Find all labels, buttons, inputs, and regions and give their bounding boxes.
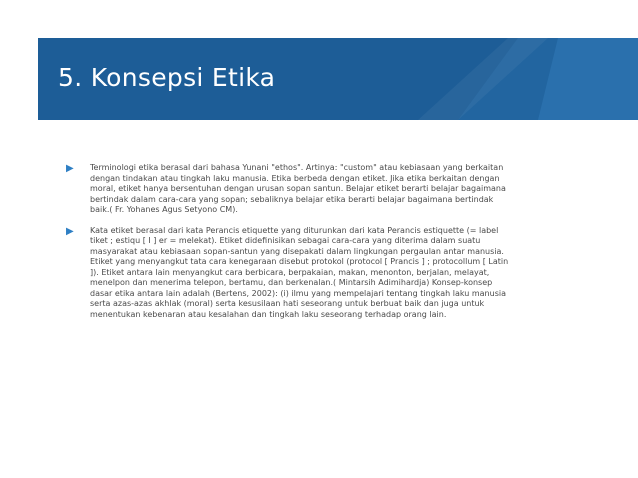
- list-item: [64, 163, 514, 216]
- bullet-list: [64, 163, 514, 330]
- arrow-bullet-icon: ▶: [66, 163, 74, 174]
- list-item: [64, 226, 514, 321]
- bullet-text: Terminologi etika berasal dari bahasa Yunani "ethos". Artinya: "custom" atau kebiasaan yang berkaitan dengan tindakan atau tingkah laku manusia. Etika berbeda dengan etiket. Jika etika berkaitan dengan moral, etiket hanya bersentuhan dengan urusan sopan santun. Belajar etiket berarti belajar bagaimana bertindak dalam cara-cara yang sopan; sebaliknya belajar etika berarti belajar bagaimana bertindak baik.( Fr. Yohanes Agus Setyono CM).: [90, 163, 506, 214]
- arrow-bullet-icon: ▶: [66, 225, 74, 237]
- bullet-text: Kata etiket berasal dari kata Perancis etiquette yang diturunkan dari kata Perancis estiquette (= label tiket ; estiqu [ I ] er = melekat). Etiket didefinisikan sebagai cara-cara yang diterima dalam suatu masyarakat atau kebiasaan sopan-santun yang disepakati dalam lingkungan pergaulan antar manusia. Etiket yang menyangkut tata cara kenegaraan disebut protokol (protocol [ Prancis ] ; protocollum [ Latin ]). Etiket antara lain menyangkut cara berbicara, berpakaian, makan, menonton, berjalan, melayat, menelpon dan menerima telepon, bertamu, dan berkenalan.( Mintarsih Adimihardja) Konsep-konsep dasar etika antara lain adalah (Bertens, 2002): (i) ilmu yang mempelajari tentang tingkah laku manusia serta azas-azas akhlak (moral) serta kesusilaan hati seseorang untuk berbuat baik dan juga untuk menentukan kebenaran atau kesalahan dan tingkah laku seseorang terhadap orang lain.: [90, 225, 509, 319]
- slide-title: 5. Konsepsi Etika: [58, 63, 276, 92]
